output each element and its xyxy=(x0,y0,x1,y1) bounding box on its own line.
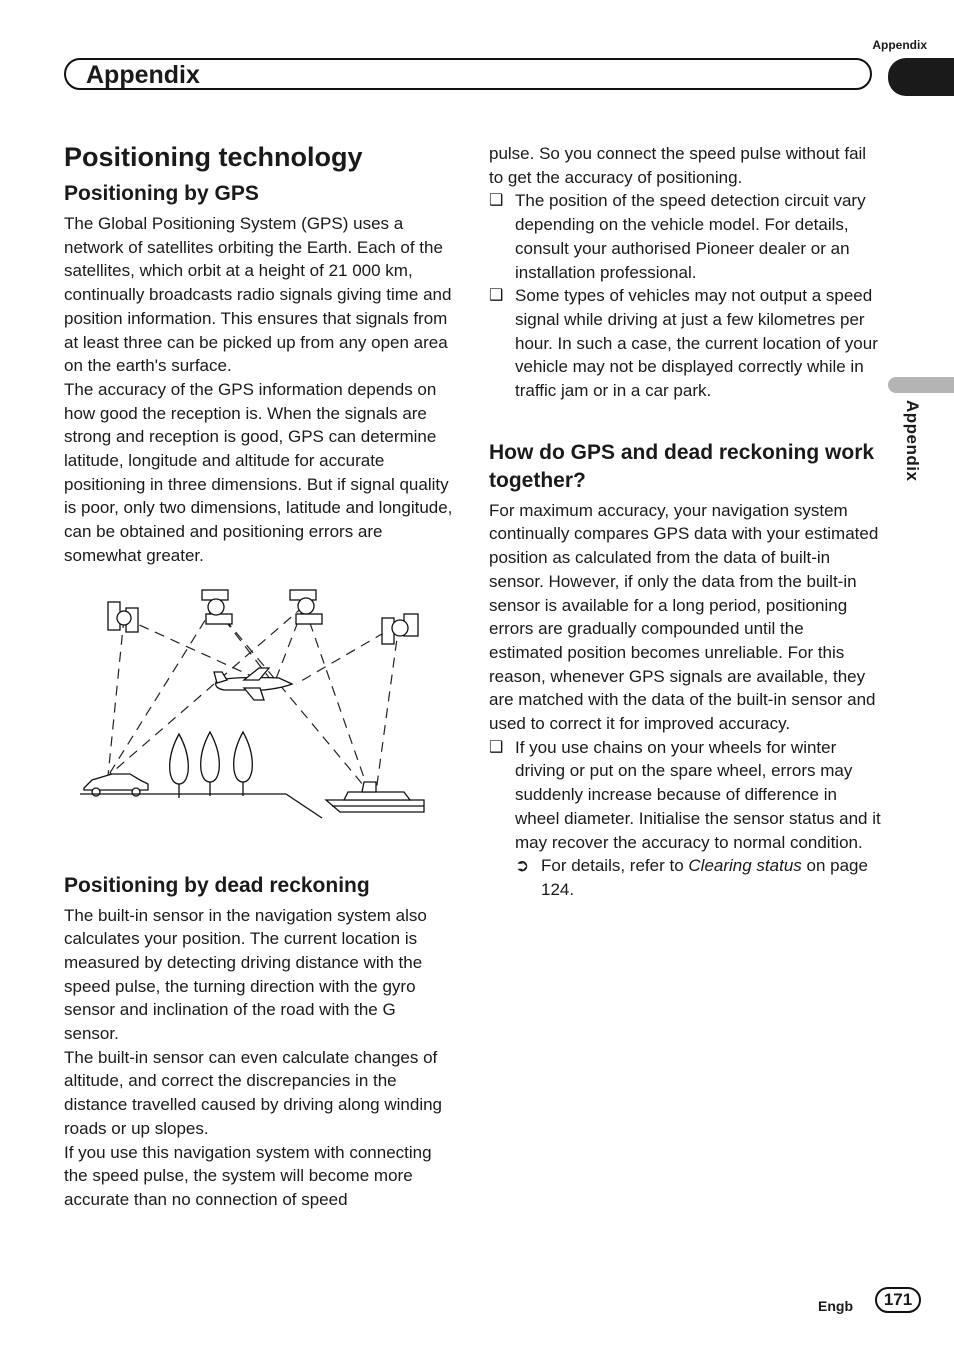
checkbox-bullet-icon: ❑ xyxy=(489,738,504,756)
combined-paragraph: For maximum accuracy, your navigation system continually compares GPS data with your estimated position as calculated from the data of built-in sensor. However, if only the data from the built-in sensor is available for a long period, positioning errors are gradually compounded until the estimated position becomes unreliable. For this reason, whenever GPS signals are available, they are matched with the data of the built-in sensor and used to correct it for improved accuracy. xyxy=(489,500,879,734)
checkbox-bullet-icon: ❑ xyxy=(489,192,504,210)
satellite-icon xyxy=(202,590,232,624)
reference-link[interactable]: Clearing status xyxy=(688,856,802,876)
ship-icon xyxy=(326,782,424,812)
reference-arrow-icon: ➲ xyxy=(515,856,530,876)
dead-reckoning-paragraph-3: If you use this navigation system with connecting the speed pulse, the system will become more accurate than no connection of speed xyxy=(64,1142,432,1209)
satellite-icon xyxy=(290,590,322,624)
list-item-text: The position of the speed detection circuit vary depending on the vehicle model. For details, consult your authorised Pioneer dealer or an installation professional. xyxy=(515,191,866,282)
left-column xyxy=(64,140,454,1212)
list-item xyxy=(489,189,881,284)
list-item-text: If you use chains on your wheels for winter driving or put on the spare wheel, errors may suddenly increase because of difference in wheel diameter. Initialise the sensor status and it may recover the accuracy to normal condition. xyxy=(515,737,881,852)
dead-reckoning-paragraph-2: The built-in sensor can even calculate changes of altitude, and correct the discrepancies in the distance travelled caused by driving along winding roads or up slopes. xyxy=(64,1047,443,1138)
list-item-text: Some types of vehicles may not output a speed signal while driving at just a few kilometres per hour. In such a case, the current location of your vehicle may not be displayed correctly while in traffic jam or in a car park. xyxy=(515,286,878,401)
reference-item xyxy=(489,854,881,901)
checkbox-bullet-icon: ❑ xyxy=(489,287,504,305)
reference-prefix: For details, refer to xyxy=(541,856,689,876)
page-title: Positioning technology xyxy=(64,142,363,172)
gps-paragraph-1: The Global Positioning System (GPS) uses a network of satellites orbiting the Earth. Each of the satellites, which orbit at a height of 21 000 km, continually broadcasts radio signals giving time and position information. This ensures that signals from at least three can be picked up from any open area on the earth's surface. xyxy=(64,214,452,376)
side-tab-marker xyxy=(888,377,954,393)
section-title-bar xyxy=(64,58,872,90)
airplane-icon xyxy=(214,668,292,700)
gps-illustration xyxy=(64,584,454,834)
list-item xyxy=(489,736,881,855)
side-tab-label: Appendix xyxy=(903,400,922,482)
section-title: Appendix xyxy=(86,61,200,89)
running-head: Appendix xyxy=(872,38,927,52)
reference-suffix: on page 124. xyxy=(541,856,868,899)
tree-icon xyxy=(170,732,253,798)
list-item xyxy=(489,284,881,403)
car-icon xyxy=(84,774,148,796)
continued-paragraph: pulse. So you connect the speed pulse without fail to get the accuracy of positioning. xyxy=(489,144,867,187)
gps-heading: Positioning by GPS xyxy=(64,182,259,205)
section-tab-marker xyxy=(888,58,954,96)
combined-heading: How do GPS and dead reckoning work together? xyxy=(489,440,875,492)
right-column xyxy=(489,142,881,902)
footer-language: Engb xyxy=(818,1298,853,1314)
page-number: 171 xyxy=(875,1287,921,1313)
dead-reckoning-paragraph-1: The built-in sensor in the navigation system also calculates your position. The current location is measured by detecting driving distance with the speed pulse, the turning direction with the gyro sensor and inclination of the road with the G sensor. xyxy=(64,905,427,1044)
gps-paragraph-2: The accuracy of the GPS information depends on how good the reception is. When the signals are strong and reception is good, GPS can determine latitude, longitude and altitude for accurate positioning in three dimensions. But if signal quality is poor, only two dimensions, latitude and longitude, can be obtained and positioning errors are somewhat greater. xyxy=(64,379,453,565)
satellite-icon xyxy=(382,614,418,644)
dead-reckoning-heading: Positioning by dead reckoning xyxy=(64,873,370,897)
